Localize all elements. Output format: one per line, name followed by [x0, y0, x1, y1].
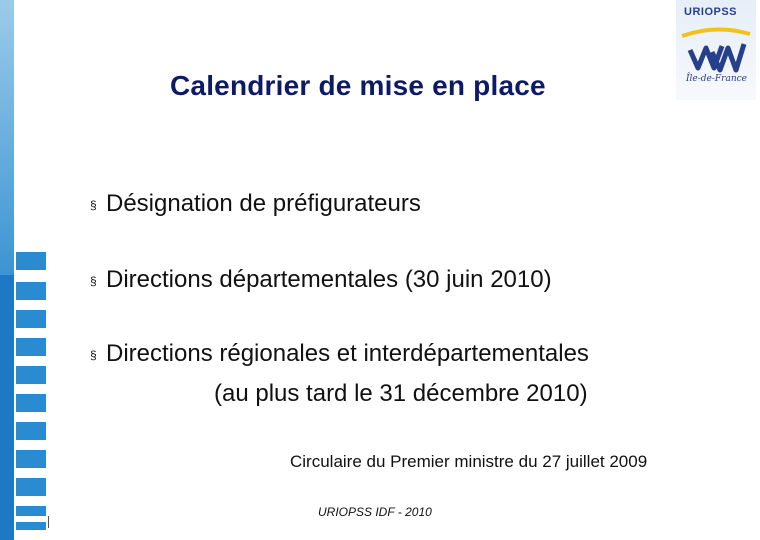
bullet-item: [90, 190, 421, 218]
band-block: [16, 478, 46, 496]
bullet-text: Directions départementales (30 juin 2010): [106, 266, 552, 293]
logo-subtitle: Île-de-France: [686, 74, 748, 84]
band-block: [16, 252, 46, 270]
band-block: [16, 522, 46, 530]
band-block: [16, 282, 46, 300]
band-block: [16, 394, 46, 412]
bullet-item: [90, 266, 552, 294]
bullet-item: [90, 340, 589, 368]
bullet-text: Désignation de préfigurateurs: [106, 190, 421, 217]
source-note: Circulaire du Premier ministre du 27 juillet 2009: [290, 452, 648, 471]
logo-mark-icon: [676, 0, 756, 100]
band-block: [16, 366, 46, 384]
slide-footer: URIOPSS IDF - 2010: [318, 505, 432, 519]
slide-tick: [48, 516, 49, 528]
band-block: [16, 450, 46, 468]
band-block: [16, 310, 46, 328]
slide-title: Calendrier de mise en place: [170, 70, 546, 101]
band-block: [16, 422, 46, 440]
left-decorative-band: [0, 0, 48, 540]
band-strip: [0, 275, 14, 540]
bullet-marker: §: [90, 273, 97, 288]
uriopss-logo: [676, 0, 756, 100]
band-gradient: [0, 0, 14, 275]
band-block: [16, 338, 46, 356]
bullet-marker: §: [90, 197, 97, 212]
logo-name: URIOPSS: [684, 6, 738, 18]
bullet-marker: §: [90, 347, 97, 362]
bullet-text: Directions régionales et interdépartementales: [106, 340, 589, 367]
bullet-continuation: (au plus tard le 31 décembre 2010): [214, 380, 588, 407]
band-block: [16, 506, 46, 516]
